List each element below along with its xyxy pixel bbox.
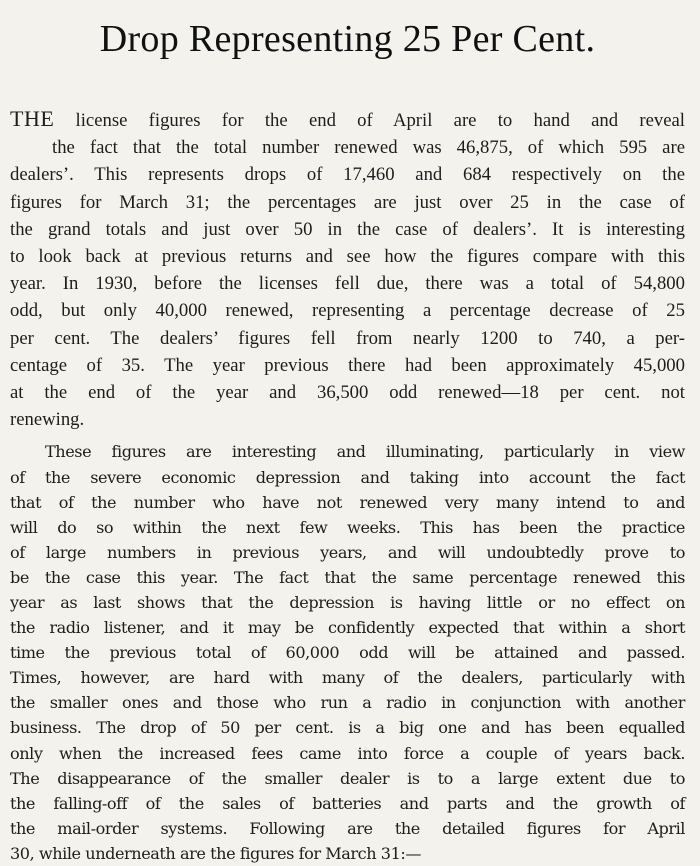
paragraph-line: 30, while underneath are the figures for March 31:— [10, 843, 421, 863]
paragraph-line: at the end of the year and 36,500 odd renewed—18 per cent. not [10, 382, 685, 404]
paragraph-line: odd, but only 40,000 renewed, representing a percentage decrease of 25 [10, 300, 685, 322]
paragraph-line: the radio listener, and it may be confidently expected that within a short [10, 618, 685, 638]
paragraph-line: dealers’. This represents drops of 17,460 and 684 respectively on the [10, 164, 685, 186]
paragraph-line: the falling-off of the sales of batteries and parts and the growth of [10, 793, 685, 813]
paragraph-line: be the case this year. The fact that the same percentage renewed this [10, 567, 685, 587]
paragraph-line: per cent. The dealers’ figures fell from nearly 1200 to 740, a per- [10, 327, 685, 349]
paragraph-line [10, 105, 685, 134]
paragraph-line: that of the number who have not renewed very many intend to and [10, 492, 685, 512]
dropcap-text: THE [10, 106, 55, 131]
paragraph-economic-depression [10, 439, 685, 866]
paragraph-line: These figures are interesting and illuminating, particularly in view [45, 442, 685, 462]
paragraph-line: of the severe economic depression and taking into account the fact [10, 467, 685, 487]
paragraph-line: the smaller ones and those who run a radio in conjunction with another [10, 693, 685, 713]
paragraph-line: year as last shows that the depression is having little or no effect on [10, 593, 685, 612]
paragraph-line: Times, however, are hard with many of the dealers, particularly with [10, 668, 685, 688]
paragraph-line: year. In 1930, before the licenses fell due, there was a total of 54,800 [10, 273, 685, 295]
paragraph-line: renewing. [10, 409, 85, 431]
paragraph-line: the grand totals and just over 50 in the case of dealers’. It is interesting [10, 218, 685, 240]
paragraph-line: The disappearance of the smaller dealer is to a large extent due to [10, 768, 685, 788]
article-title: Drop Representing 25 Per Cent. [99, 18, 596, 60]
paragraph-line: the mail-order systems. Following are the detailed figures for April [10, 818, 685, 838]
paragraph-line: of large numbers in previous years, and will undoubtedly prove to [10, 542, 685, 562]
paragraph-line-text: license figures for the end of April are to hand and reveal [54, 110, 685, 131]
paragraph-line: centage of 35. The year previous there had been approximately 45,000 [10, 354, 685, 376]
paragraph-line: figures for March 31; the percentages are just over 25 in the case of [10, 191, 685, 213]
paragraph-line: only when the increased fees came into force a couple of years back. [10, 743, 685, 763]
paragraph-license-figures [10, 105, 685, 433]
paragraph-line: time the previous total of 60,000 odd will be attained and passed. [10, 643, 685, 663]
paragraph-line: to look back at previous returns and see how the figures compare with this [10, 246, 685, 268]
paragraph-line: the fact that the total number renewed was 46,875, of which 595 are [52, 137, 685, 159]
paragraph-line: will do so within the next few weeks. This has been the practice [10, 517, 685, 537]
paragraph-line: business. The drop of 50 per cent. is a big one and has been equalled [10, 718, 685, 738]
